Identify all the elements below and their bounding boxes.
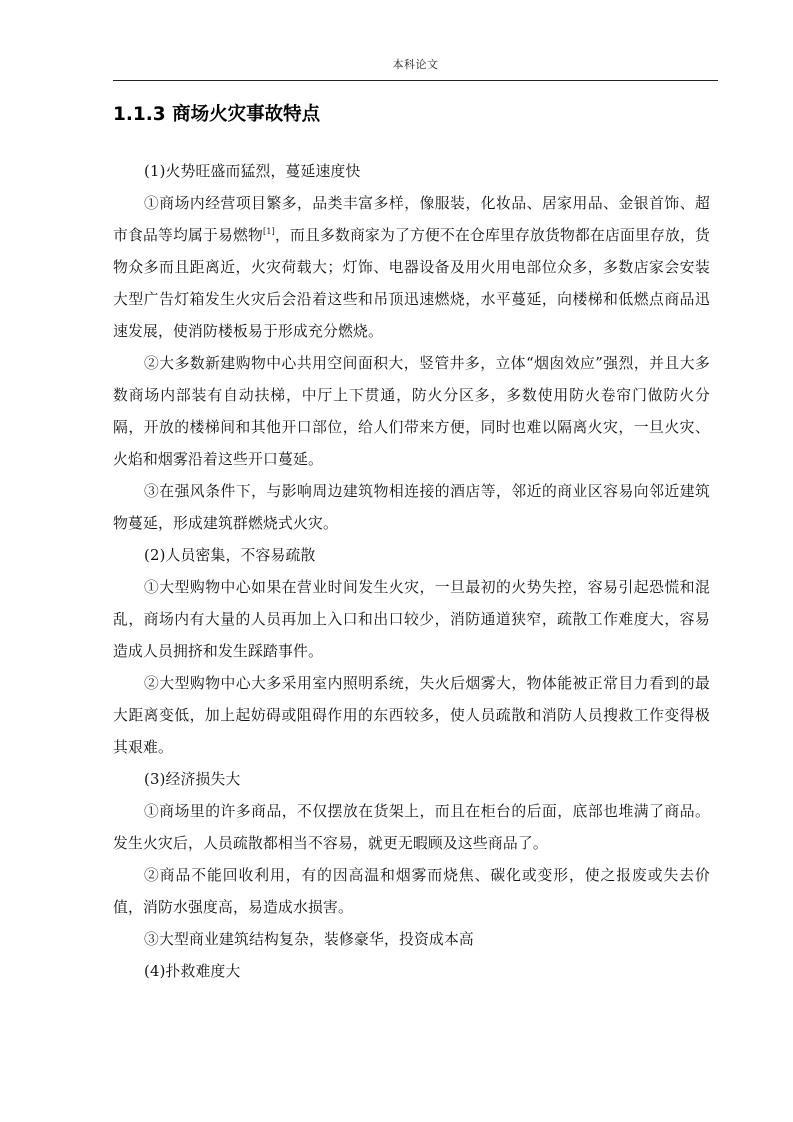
running-header: 本科论文 <box>392 58 439 71</box>
paragraph-text: ①商场内经营项目繁多，品类丰富多样，像服装，化妆品、居家用品、金银首饰、超市食品等均属于易燃物 <box>113 195 710 244</box>
subheading-economic-loss: (3)经济损失大 <box>144 771 241 788</box>
paragraph-strong-wind: ③在强风条件下，与影响周边建筑物相连接的酒店等，邻近的商业区容易向邻近建筑物蔓延，形成建筑群燃烧式火灾。 <box>113 483 710 532</box>
paragraph-combustible-goods <box>113 188 710 348</box>
subheading-firefighting-difficulty: (4)扑救难度大 <box>144 963 241 980</box>
header-rule <box>113 80 718 81</box>
paragraph-text-continued: ，而且多数商家为了方便不在仓库里存放货物都在店面里存放，货物众多而且距离近，火灾荷载大；灯饰、电器设备及用火用电部位众多，多数店家会安装大型广告灯箱发生火灾后会沿着这些和吊顶迅速燃烧，水平蔓延，向楼梯和低燃点商品迅速发展，使消防楼板易于形成充分燃烧。 <box>113 227 710 340</box>
subheading-crowd-evacuation: (2)人员密集，不容易疏散 <box>144 547 316 564</box>
section-title: 1.1.3 商场火灾事故特点 <box>113 104 321 125</box>
subheading-fire-spread: (1)火势旺盛而猛烈，蔓延速度快 <box>144 163 361 180</box>
paragraph-goods-storage: ①商场里的许多商品，不仅摆放在货架上，而且在柜台的后面，底部也堆满了商品。发生火灾后，人员疏散都相当不容易，就更无暇顾及这些商品了。 <box>113 803 710 852</box>
citation-marker[interactable]: [1] <box>263 227 275 237</box>
paragraph-chimney-effect: ②大多数新建购物中心共用空间面积大，竖管井多，立体“烟囱效应”强烈，并且大多数商场内部装有自动扶梯，中厅上下贯通，防火分区多，多数使用防火卷帘门做防火分隔，开放的楼梯间和其他开口部位，给人们带来方便，同时也难以隔离火灾，一旦火灾、火焰和烟雾沿着这些开口蔓延。 <box>113 355 710 468</box>
body-text <box>113 156 710 988</box>
paragraph-structure-cost: ③大型商业建筑结构复杂，装修豪华，投资成本高 <box>144 931 474 948</box>
paragraph-smoke-visibility: ②大型购物中心大多采用室内照明系统，失火后烟雾大，物体能被正常目力看到的最大距离变低，加上起妨碍或阻碍作用的东西较多，使人员疏散和消防人员搜救工作变得极其艰难。 <box>113 675 710 756</box>
paragraph-panic-stampede: ①大型购物中心如果在营业时间发生火灾，一旦最初的火势失控，容易引起恐慌和混乱，商场内有大量的人员再加上入口和出口较少，消防通道狭窄，疏散工作难度大，容易造成人员拥挤和发生踩踏事件。 <box>113 579 710 660</box>
paragraph-goods-damage: ②商品不能回收利用，有的因高温和烟雾而烧焦、碳化或变形，使之报废或失去价值，消防水强度高，易造成水损害。 <box>113 867 710 916</box>
